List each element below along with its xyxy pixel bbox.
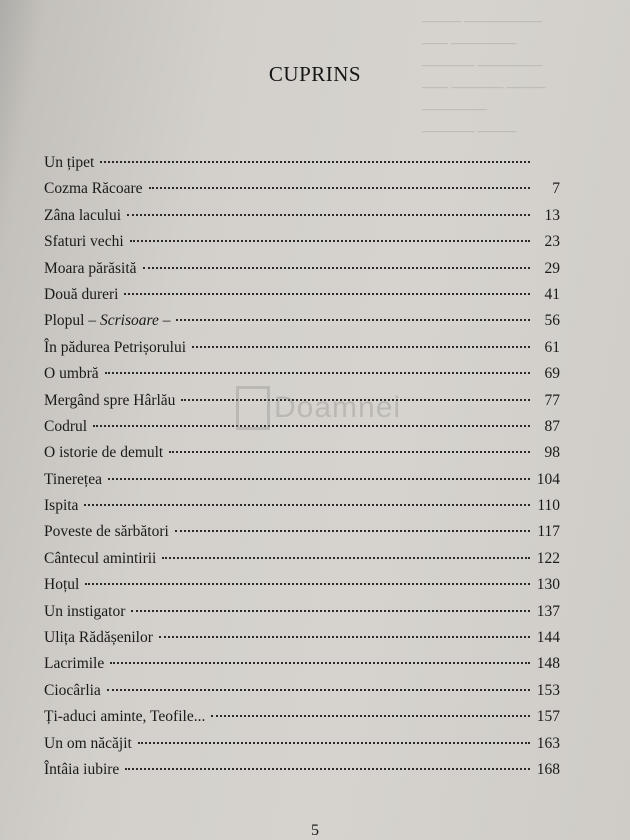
toc-entry-page: 130 bbox=[536, 576, 560, 594]
toc-entry-page: 98 bbox=[544, 444, 560, 462]
toc-entry-title: Lacrimile bbox=[44, 655, 105, 673]
toc-entry bbox=[44, 704, 560, 730]
toc-entry-title: Ciocârlia bbox=[44, 681, 101, 699]
dot-leader bbox=[143, 267, 530, 269]
toc-entry-title: Tinerețea bbox=[44, 470, 102, 488]
toc-entry-page: 56 bbox=[544, 312, 560, 330]
toc-entry-page: 153 bbox=[536, 681, 560, 699]
toc-entry-page: 77 bbox=[544, 391, 560, 409]
toc-entry bbox=[44, 599, 560, 625]
page-title: CUPRINS bbox=[268, 62, 362, 86]
toc-entry bbox=[44, 203, 560, 229]
watermark-text: Doamnei bbox=[274, 391, 402, 424]
toc-entry-title: Poveste de sărbători bbox=[44, 523, 169, 541]
toc-entry bbox=[44, 467, 560, 493]
toc-entry-page: 110 bbox=[537, 497, 560, 515]
toc-entry-title: O istorie de demult bbox=[44, 444, 164, 462]
dot-leader bbox=[192, 346, 530, 348]
toc-entry-title: Hoțul bbox=[44, 576, 80, 594]
toc-entry-page: 23 bbox=[544, 233, 560, 251]
toc-entry-page: 122 bbox=[536, 549, 560, 567]
dot-leader bbox=[162, 557, 530, 559]
dot-leader bbox=[85, 583, 530, 585]
dot-leader bbox=[211, 715, 530, 717]
dot-leader bbox=[107, 689, 530, 691]
toc-entry bbox=[44, 229, 560, 255]
toc-entry-title: Două dureri bbox=[44, 285, 119, 303]
toc-entry-page: 144 bbox=[536, 629, 560, 647]
toc-entry-title: Ulița Rădășenilor bbox=[44, 629, 153, 647]
dot-leader bbox=[131, 610, 530, 612]
toc-entry-page: 7 bbox=[552, 180, 560, 198]
toc-entry-title: În pădurea Petrișorului bbox=[44, 338, 187, 356]
page-number: 5 bbox=[311, 822, 319, 839]
book-icon bbox=[236, 386, 270, 430]
toc-entry-page: 87 bbox=[544, 417, 560, 435]
dot-leader bbox=[100, 161, 530, 163]
dot-leader bbox=[84, 504, 530, 506]
toc-entry-title: Mergând spre Hârlău bbox=[44, 391, 176, 409]
toc-entry-page: 29 bbox=[544, 259, 560, 277]
dot-leader bbox=[149, 187, 530, 189]
toc-entry-page: 137 bbox=[536, 602, 560, 620]
toc-entry-title: Moara părăsită bbox=[44, 259, 137, 277]
toc-entry bbox=[44, 757, 560, 783]
toc-entry-page: 163 bbox=[536, 734, 560, 752]
dot-leader bbox=[110, 662, 530, 664]
watermark-logo bbox=[236, 385, 416, 431]
toc-entry bbox=[44, 519, 560, 545]
toc-entry bbox=[44, 361, 560, 387]
toc-entry-title: O umbră bbox=[44, 365, 99, 383]
toc-entry-title: Un om năcăjit bbox=[44, 734, 132, 752]
toc-entry bbox=[44, 625, 560, 651]
dot-leader bbox=[169, 451, 530, 453]
dot-leader bbox=[127, 214, 530, 216]
toc-entry bbox=[44, 335, 560, 361]
dot-leader bbox=[159, 636, 530, 638]
toc-entry-page: 61 bbox=[544, 338, 560, 356]
dot-leader bbox=[108, 478, 530, 480]
toc-entry-title: Un țipet bbox=[44, 154, 95, 171]
toc-entry bbox=[44, 493, 560, 519]
bleed-through-text: —————— ——— ————— —— ————— ———— ——— ———— —— ————— ——— ———— bbox=[422, 13, 546, 138]
toc-entry-title: Sfaturi vechi bbox=[44, 233, 124, 251]
toc-entry-page: 157 bbox=[536, 708, 560, 726]
dot-leader bbox=[138, 742, 530, 744]
toc-entry-title: Ți-aduci aminte, Teofile... bbox=[44, 708, 206, 726]
toc-entry bbox=[44, 440, 560, 466]
toc-entry bbox=[44, 150, 560, 176]
toc-entry-title: Întâia iubire bbox=[44, 760, 120, 778]
table-of-contents bbox=[44, 150, 560, 783]
toc-entry-title: Cozma Răcoare bbox=[44, 180, 143, 198]
toc-entry bbox=[44, 256, 560, 282]
toc-entry-page: 117 bbox=[537, 523, 560, 541]
toc-entry-title: Plopul – Scrisoare – bbox=[44, 312, 171, 330]
toc-entry-title: Codrul bbox=[44, 417, 88, 435]
dot-leader bbox=[105, 372, 530, 374]
toc-entry-page: 148 bbox=[536, 655, 560, 673]
toc-entry bbox=[44, 572, 560, 598]
toc-entry-page: 13 bbox=[544, 206, 560, 224]
toc-entry-title: Cântecul amintirii bbox=[44, 549, 157, 567]
toc-entry-page: 69 bbox=[544, 365, 560, 383]
toc-entry bbox=[44, 731, 560, 757]
toc-entry-title: Zâna lacului bbox=[44, 206, 122, 224]
toc-entry bbox=[44, 308, 560, 334]
toc-entry-title: Un instigator bbox=[44, 602, 126, 620]
dot-leader bbox=[124, 293, 530, 295]
toc-entry-title: Ispita bbox=[44, 497, 79, 515]
toc-entry bbox=[44, 651, 560, 677]
dot-leader bbox=[125, 768, 530, 770]
dot-leader bbox=[130, 240, 530, 242]
toc-entry bbox=[44, 176, 560, 202]
toc-entry bbox=[44, 282, 560, 308]
toc-entry-page: 168 bbox=[536, 760, 560, 778]
toc-entry-page: 41 bbox=[544, 285, 560, 303]
dot-leader bbox=[175, 530, 530, 532]
toc-entry-page: 104 bbox=[536, 470, 560, 488]
toc-entry bbox=[44, 546, 560, 572]
dot-leader bbox=[176, 319, 530, 321]
toc-entry bbox=[44, 678, 560, 704]
